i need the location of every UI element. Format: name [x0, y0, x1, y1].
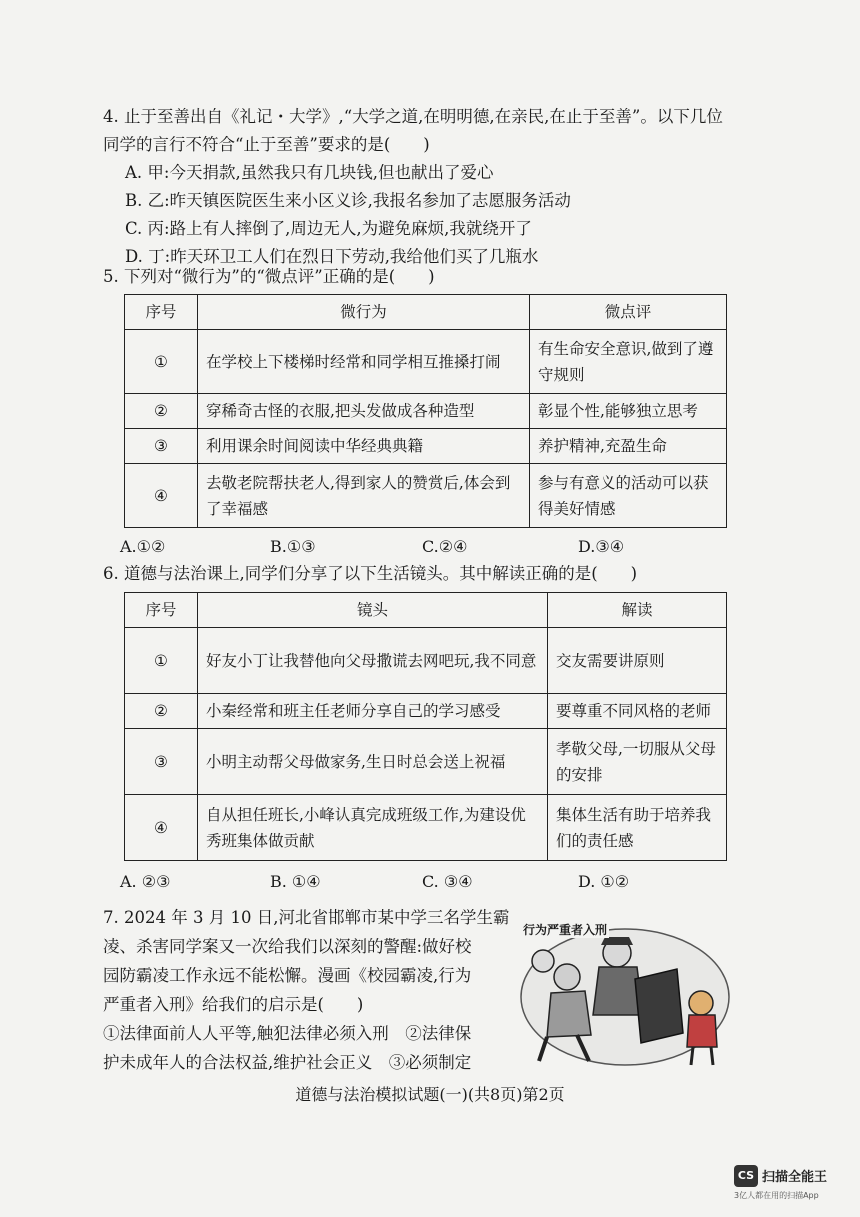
table-header-cell: 序号: [125, 593, 198, 628]
question-4: [103, 103, 723, 271]
choice-a: A.①②: [120, 537, 166, 556]
question-4-option-b: B. 乙:昨天镇医院医生来小区义诊,我报名参加了志愿服务活动: [125, 191, 571, 210]
table-row: [125, 429, 727, 464]
table-cell: 有生命安全意识,做到了遵守规则: [530, 330, 727, 394]
table-row: [125, 694, 727, 729]
choice-a: A. ②③: [120, 872, 171, 891]
question-6-stem: [103, 560, 637, 588]
table-cell: ④: [125, 795, 198, 861]
question-7-line: 园防霸凌工作永远不能松懈。漫画《校园霸凌,行为: [103, 966, 472, 985]
scanner-logo-icon: CS: [734, 1165, 758, 1187]
table-cell: 在学校上下楼梯时经常和同学相互推搡打闹: [198, 330, 530, 394]
table-cell: 小秦经常和班主任老师分享自己的学习感受: [198, 694, 548, 729]
table-row: [125, 330, 727, 394]
question-7-line: 严重者入刑》给我们的启示是( ): [103, 995, 364, 1014]
table-cell: 孝敬父母,一切服从父母的安排: [548, 729, 727, 795]
table-row: [125, 394, 727, 429]
table-cell: 利用课余时间阅读中华经典典籍: [198, 429, 530, 464]
cartoon-illustration-icon: [517, 915, 734, 1070]
table-header-cell: 序号: [125, 295, 198, 330]
question-5-stem-text: 5. 下列对“微行为”的“微点评”正确的是( ): [103, 267, 435, 286]
table-row: [125, 464, 727, 528]
table-cell: 交友需要讲原则: [548, 628, 727, 694]
question-4-stem-line1: 4. 止于至善出自《礼记・大学》,“大学之道,在明明德,在亲民,在止于至善”。以下几位: [103, 107, 723, 126]
table-row: [125, 729, 727, 795]
page-footer: 道德与法治模拟试题(一)(共8页)第2页: [295, 1085, 565, 1104]
question-7-line: 7. 2024 年 3 月 10 日,河北省邯郸市某中学三名学生霸: [103, 908, 510, 927]
table-cell: 彰显个性,能够独立思考: [530, 394, 727, 429]
table-cell: 去敬老院帮扶老人,得到家人的赞赏后,体会到了幸福感: [198, 464, 530, 528]
table-header-cell: 微行为: [198, 295, 530, 330]
choice-c: C.②④: [422, 537, 468, 556]
question-4-option-c: C. 丙:路上有人摔倒了,周边无人,为避免麻烦,我就绕开了: [125, 219, 532, 238]
question-7: [103, 903, 509, 1077]
cartoon-caption: 行为严重者入刑: [523, 923, 608, 937]
table-row: [125, 628, 727, 694]
table-header-row: [125, 295, 727, 330]
choice-d: D.③④: [578, 537, 625, 556]
question-7-line: 凌、杀害同学案又一次给我们以深刻的警醒:做好校: [103, 937, 472, 956]
table-cell: 自从担任班长,小峰认真完成班级工作,为建设优秀班集体做贡献: [198, 795, 548, 861]
table-header-cell: 微点评: [530, 295, 727, 330]
choice-c: C. ③④: [422, 872, 473, 891]
question-4-stem-line2: 同学的言行不符合“止于至善”要求的是( ): [103, 135, 430, 154]
table-cell: ①: [125, 628, 198, 694]
table-cell: ②: [125, 694, 198, 729]
scanner-app-name: 扫描全能王: [762, 1170, 828, 1185]
table-header-cell: 解读: [548, 593, 727, 628]
table-header-cell: 镜头: [198, 593, 548, 628]
table-cell: 好友小丁让我替他向父母撒谎去网吧玩,我不同意: [198, 628, 548, 694]
choice-d: D. ①②: [578, 872, 630, 891]
table-cell: ③: [125, 429, 198, 464]
table-cell: 要尊重不同风格的老师: [548, 694, 727, 729]
table-cell: 小明主动帮父母做家务,生日时总会送上祝福: [198, 729, 548, 795]
question-4-option-d: D. 丁:昨天环卫工人们在烈日下劳动,我给他们买了几瓶水: [125, 247, 539, 266]
table-cell: 养护精神,充盈生命: [530, 429, 727, 464]
question-5-stem: [103, 263, 435, 291]
choice-b: B. ①④: [270, 872, 321, 891]
scanner-tagline: 3亿人都在用的扫描App: [734, 1191, 819, 1200]
table-cell: ①: [125, 330, 198, 394]
table-header-row: [125, 593, 727, 628]
scanner-watermark: [734, 1165, 842, 1205]
question-4-option-a: A. 甲:今天捐款,虽然我只有几块钱,但也献出了爱心: [125, 163, 494, 182]
question-5-table: [124, 294, 727, 528]
question-6-table: [124, 592, 727, 861]
question-7-line: 护未成年人的合法权益,维护社会正义 ③必须制定: [103, 1053, 472, 1072]
table-cell: ②: [125, 394, 198, 429]
table-cell: 集体生活有助于培养我们的责任感: [548, 795, 727, 861]
table-cell: ④: [125, 464, 198, 528]
question-6-stem-text: 6. 道德与法治课上,同学们分享了以下生活镜头。其中解读正确的是( ): [103, 564, 638, 583]
question-7-line: ①法律面前人人平等,触犯法律必须入刑 ②法律保: [103, 1024, 472, 1043]
bullying-cartoon: [517, 915, 734, 1070]
table-row: [125, 795, 727, 861]
table-cell: 参与有意义的活动可以获得美好情感: [530, 464, 727, 528]
question-6-choices: [120, 872, 740, 900]
table-cell: ③: [125, 729, 198, 795]
table-cell: 穿稀奇古怪的衣服,把头发做成各种造型: [198, 394, 530, 429]
choice-b: B.①③: [270, 537, 316, 556]
